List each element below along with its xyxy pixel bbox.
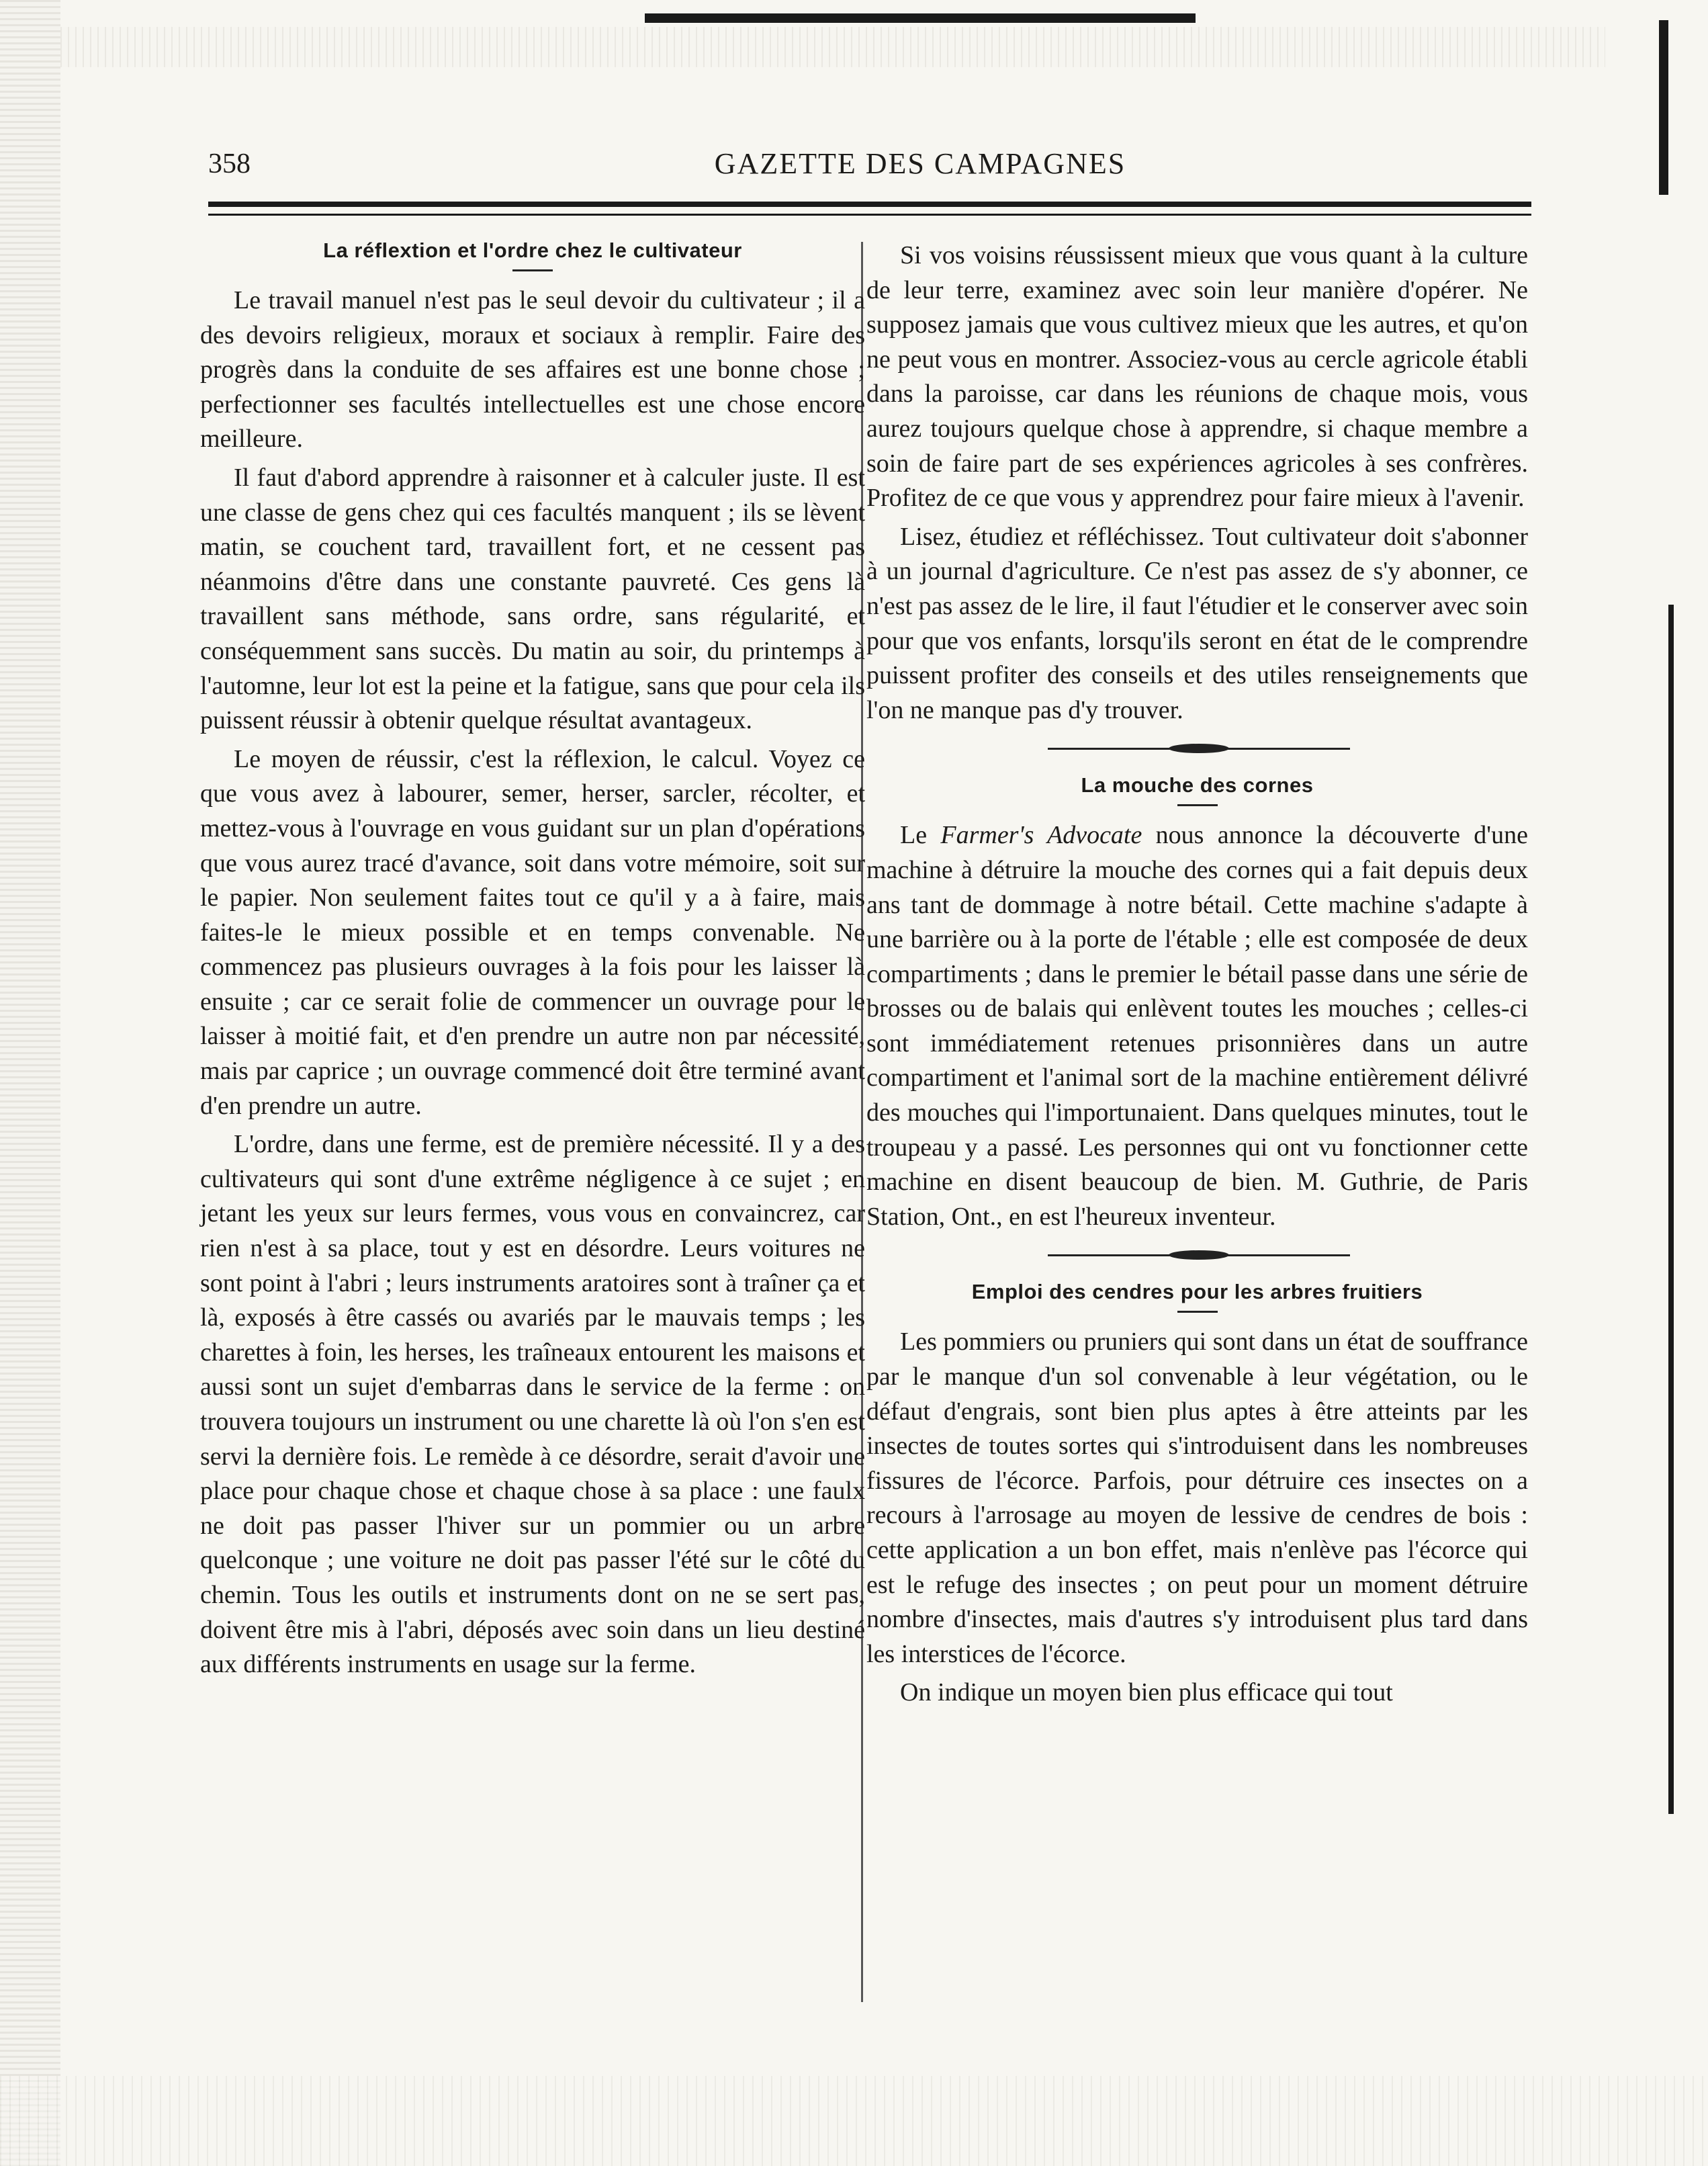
left-column	[200, 239, 865, 1686]
article-title: La mouche des cornes	[1081, 773, 1314, 797]
scan-edge-left	[0, 0, 60, 2166]
paragraph: Les pommiers ou pruniers qui sont dans un état de souffrance par le manque d'un sol convenable à leur végétation, ou le défaut d'engrais, sont bien plus aptes à être atteints par les insectes de toutes sortes qui s'introduisent dans les nombreuses fissures de l'écorce. Parfois, pour détruire ces insectes on a recours à l'arrosage au moyen de lessive de cendres de bois : cette application a un bon effet, mais n'enlève pas l'écorce qui est le refuge des insectes ; on peut pour un moment détruire nombre d'insectes, mais d'autres s'y introduisent plus tard dans les interstices de l'écorce.	[866, 1328, 1528, 1668]
scan-right-edge	[1659, 20, 1668, 195]
title-dash	[1177, 804, 1218, 806]
paragraph	[866, 818, 1528, 1234]
right-column	[866, 239, 1528, 1715]
scan-right-edge-lower	[1668, 605, 1674, 1814]
running-title: GAZETTE DES CAMPAGNES	[714, 147, 1126, 180]
header-rule	[208, 202, 1531, 207]
scan-top-bar	[645, 13, 1196, 23]
scan-edge-top	[60, 27, 1605, 67]
publication-name: Farmer's Advocate	[940, 821, 1142, 850]
paragraph: Lisez, étudiez et réfléchissez. Tout cultivateur doit s'abonner à un journal d'agriculture. Ce n'est pas assez de s'y abonner, ce n'est pas assez de le lire, il faut l'étudier et le conserver avec soin pour que vos enfants, lorsqu'ils seront en état de le comprendre puissent profiter des conseils et des utiles renseignements que l'on ne manque pas d'y trouver.	[866, 522, 1528, 724]
title-dash	[512, 269, 553, 271]
paragraph: On indique un moyen bien plus efficace qui tout	[900, 1678, 1393, 1707]
header-rule-thin	[208, 214, 1531, 216]
paragraph: Il faut d'abord apprendre à raisonner et à calculer juste. Il est une classe de gens chez qui ces facultés manquent ; ils se lèvent matin, se couchent tard, travaillent fort, et ne cessent pas néanmoins d'être dans une constante pauvreté. Ces gens là travaillent sans méthode, sans ordre, sans régularité, et conséquemment sans succès. Du matin au soir, du printemps à l'automne, leur lot est la peine et la fatigue, sans que pour cela ils puissent réussir à obtenir quelque résultat avantageux.	[200, 463, 865, 735]
lead-text: nous annonce la découverte d'une machine à détruire la mouche des cornes qui a fait depuis deux ans tant de dommage à notre bétail. Cette machine s'adapte à une barrière ou à la porte de l'étable ; elle est composée de deux compartiments ; dans le premier le bétail passe dans une série de brosses ou de balais qui enlèvent toutes les mouches ; celles-ci sont immédiatement retenues prisonnières dans un autre compartiment et l'animal sort de la machine entièrement délivré des mouches qui l'importunaient. Dans quelques minutes, tout le troupeau y a passé. Les personnes qui ont vu fonctionner cette machine en disent beaucoup de bien. M. Guthrie, de Paris Station, Ont., en est l'heureux inventeur.	[866, 821, 1528, 1231]
paragraph: Le moyen de réussir, c'est la réflexion, le calcul. Voyez ce que vous avez à labourer, semer, herser, sarcler, récolter, et mettez-vous à l'ouvrage en vous guidant sur un plan d'opérations que vous aurez tracé d'avance, soit dans votre mémoire, soit sur le papier. Non seulement faites tout ce qu'il y a à faire, mais faites-le le mieux possible et en temps convenable. Ne commencez pas plusieurs ouvrages à la fois pour les laisser là ensuite ; car ce serait folie de commencer un ouvrage pour le laisser à moitié fait, et d'en prendre un autre non par nécessité, mais par caprice ; un ouvrage commencé doit être terminé avant d'en prendre un autre.	[200, 744, 865, 1120]
article-title: Emploi des cendres pour les arbres fruitiers	[971, 1280, 1423, 1304]
page-number: 358	[208, 148, 251, 179]
paragraph: L'ordre, dans une ferme, est de première nécessité. Il y a des cultivateurs qui sont d'une extrême négligence à ce sujet ; en jetant les yeux sur leurs fermes, vous vous en convaincrez, car rien n'est à sa place, tout y est en désordre. Leurs voitures ne sont point à l'abri ; leurs instruments aratoires sont à traîner ça et là, exposés à être cassés ou avariés par le mauvais temps ; les charettes à foin, les herses, les traîneaux entourent les maisons et aussi sont un sujet d'embarras dans le service de la ferme : on trouvera toujours un instrument ou une charette là où l'on s'en est servi la dernière fois. Le remède à ce désordre, serait d'avoir une place pour chaque chose et chaque chose à sa place : une faulx ne doit pas passer l'hiver sur un pommier ou un arbre quelconque ; une voiture ne doit pas passer l'été sur le côté du chemin. Tous les outils et instruments dont on ne se sert pas, doivent être mis à l'abri, déposés avec soin dans un lieu destiné aux différents instruments en usage sur la ferme.	[200, 1130, 865, 1679]
paragraph: Le travail manuel n'est pas le seul devoir du cultivateur ; il a des devoirs religieux, moraux et sociaux à remplir. Faire des progrès dans la conduite de ses affaires est une bonne chose ; perfectionner ses facultés intellectuelles est une chose encore meilleure.	[200, 286, 865, 453]
lead-prefix: Le	[900, 821, 941, 850]
title-dash	[1177, 1311, 1218, 1313]
article-title: La réflextion et l'ordre chez le cultivateur	[323, 239, 742, 262]
section-ornament	[866, 736, 1528, 763]
paragraph: Si vos voisins réussissent mieux que vous quant à la culture de leur terre, examinez avec soin leur manière d'opérer. Ne supposez jamais que vous cultivez mieux que les autres, et qu'on ne peut vous en montrer. Associez-vous au cercle agricole établi dans la paroisse, car dans les réunions de chaque mois, vous aurez toujours quelque chose à apprendre, si chaque membre a soin de faire part de ses expériences agricoles à ses confrères. Profitez de ce que vous y apprendrez pour faire mieux à l'avenir.	[866, 241, 1528, 513]
scan-edge-bottom	[0, 2076, 1708, 2166]
ornament-swell	[1169, 1250, 1229, 1260]
ornament-swell	[1169, 744, 1229, 753]
section-ornament	[866, 1242, 1528, 1269]
